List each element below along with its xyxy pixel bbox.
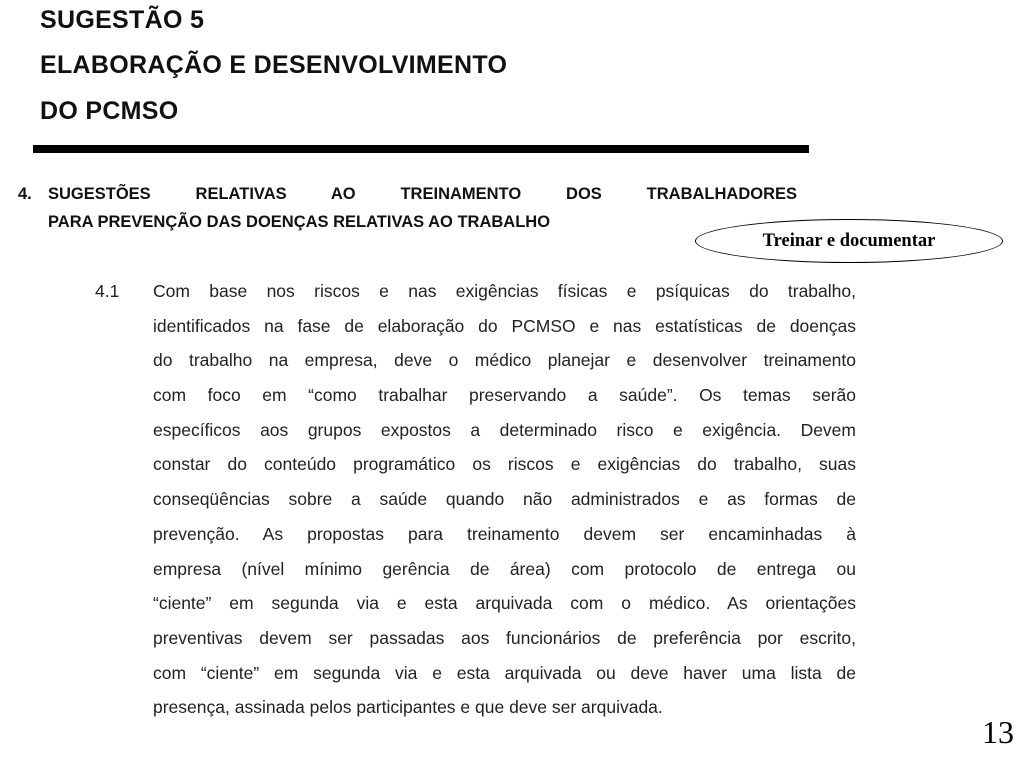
- paragraph-line: específicos aos grupos expostos a determinado risco e exigência. Devem: [153, 419, 856, 440]
- paragraph-line: empresa (nível mínimo gerência de área) com protocolo de entrega ou: [153, 558, 856, 579]
- title-line-1: SUGESTÃO 5: [40, 6, 205, 34]
- paragraph-line: identificados na fase de elaboração do PCMSO e nas estatísticas de doenças: [153, 315, 856, 336]
- section-number: 4.: [18, 185, 32, 203]
- callout-text: Treinar e documentar: [762, 230, 936, 251]
- paragraph-line: conseqüências sobre a saúde quando não administrados e as formas de: [153, 489, 856, 510]
- paragraph-line: prevenção. As propostas para treinamento devem ser encaminhadas à: [153, 523, 856, 544]
- title-line-3: DO PCMSO: [40, 97, 179, 125]
- paragraph-line: com foco em “como trabalhar preservando a saúde”. Os temas serão: [153, 385, 856, 406]
- title-divider: [33, 145, 809, 153]
- paragraph-line: preventivas devem ser passadas aos funcionários de preferência por escrito,: [153, 627, 856, 648]
- callout-oval: [695, 219, 1003, 263]
- title-line-2: ELABORAÇÃO E DESENVOLVIMENTO: [40, 51, 508, 79]
- section-heading-line-2: PARA PREVENÇÃO DAS DOENÇAS RELATIVAS AO TRABALHO: [48, 213, 551, 231]
- paragraph-line: Com base nos riscos e nas exigências físicas e psíquicas do trabalho,: [153, 281, 856, 301]
- section-heading-line-1: SUGESTÕES RELATIVAS AO TREINAMENTO DOS TRABALHADORES: [48, 185, 797, 203]
- paragraph-body: [153, 274, 856, 725]
- paragraph-line: presença, assinada pelos participantes e que deve ser arquivada.: [153, 697, 663, 718]
- paragraph-line: “ciente” em segunda via e esta arquivada com o médico. As orientações: [153, 593, 856, 614]
- page-number: 13: [982, 714, 1014, 750]
- paragraph-line: com “ciente” em segunda via e esta arquivada ou deve haver uma lista de: [153, 662, 856, 683]
- paragraph-line: do trabalho na empresa, deve o médico planejar e desenvolver treinamento: [153, 350, 856, 371]
- paragraph-number: 4.1: [95, 281, 120, 301]
- paragraph-line: constar do conteúdo programático os riscos e exigências do trabalho, suas: [153, 454, 856, 475]
